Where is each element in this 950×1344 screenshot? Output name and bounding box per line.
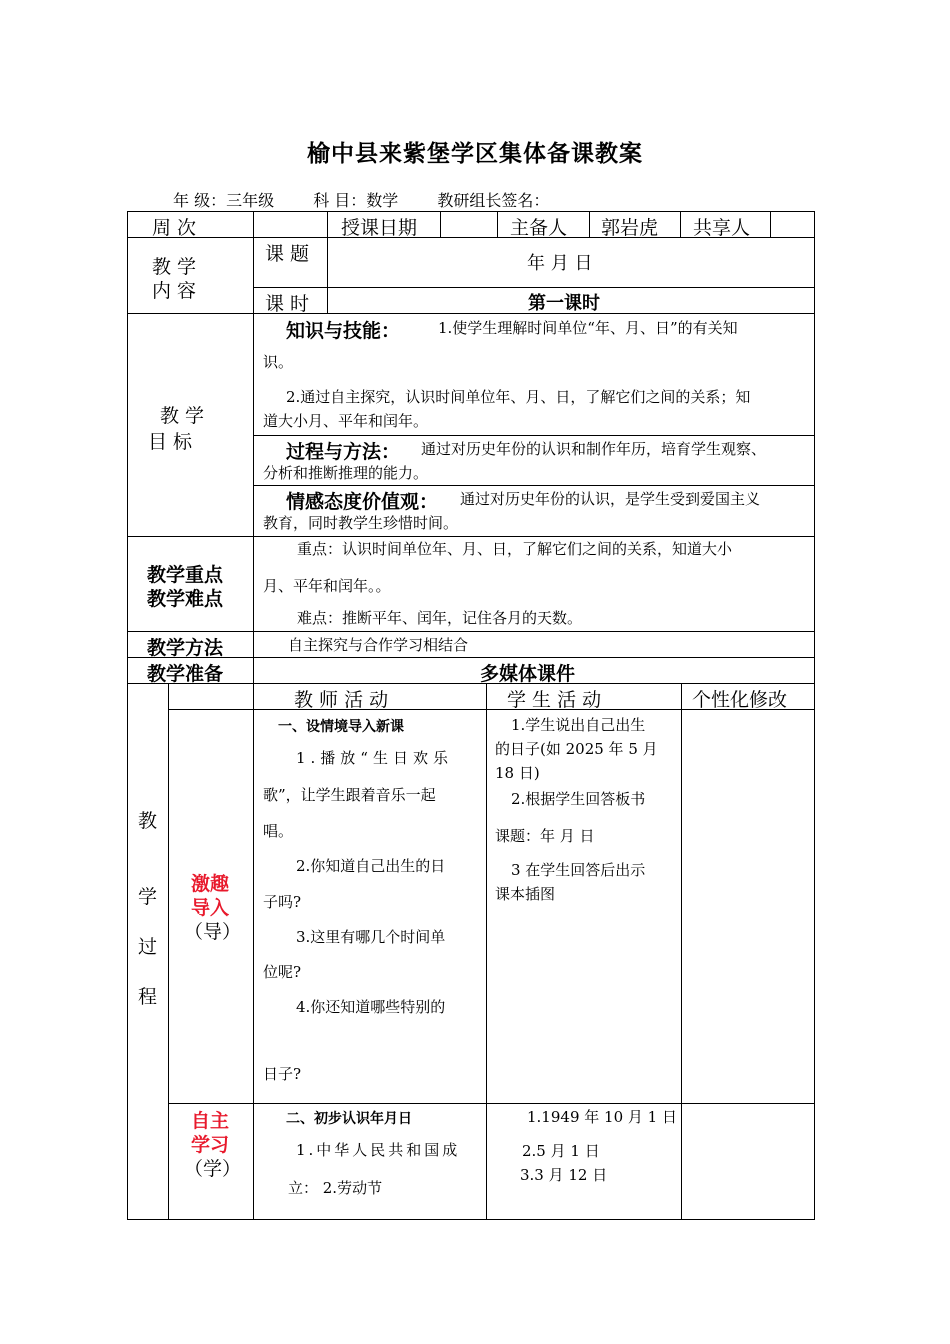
stage1-student-line-4: 2.根据学生回答板书 — [511, 790, 646, 808]
method-label: 教学方法 — [147, 637, 224, 659]
stage1-custom-cell — [681, 709, 815, 1104]
emotion-heading: 情感态度价值观： — [286, 491, 439, 513]
stage2-label-1: 自主 — [191, 1110, 230, 1132]
week-value-cell — [253, 211, 328, 238]
keys-label-2: 教学难点 — [147, 588, 224, 610]
teacher-activity-header: 教 师 活 动 — [294, 689, 389, 711]
stage1-label-1: 激趣 — [191, 873, 230, 895]
knowledge-text-1: 1.使学生理解时间单位“年、月、日”的有关知 — [438, 319, 738, 337]
stage2-teacher-heading: 二、初步认识年月日 — [286, 1111, 412, 1127]
date-label: 授课日期 — [341, 217, 418, 239]
stage1-teacher-line-8: 4.你还知道哪些特别的 — [296, 998, 446, 1016]
period-label: 课 时 — [265, 293, 310, 315]
period-value: 第一课时 — [528, 293, 600, 314]
student-activity-header: 学 生 活 动 — [507, 689, 602, 711]
knowledge-text-3: 2.通过自主探究，认识时间单位年、月、日，了解它们之间的关系；知 — [286, 388, 751, 406]
stage1-teacher-line-4: 2.你知道自己出生的日 — [296, 857, 446, 875]
process-label-1: 教 — [138, 810, 158, 832]
stage1-student-line-1: 1.学生说出自己出生 — [511, 716, 646, 734]
process-label-2: 学 — [138, 886, 158, 908]
subject-field: 科 目：数学 — [313, 191, 399, 210]
emotion-text-1: 通过对历史年份的认识，是学生受到爱国主义 — [460, 490, 761, 508]
share-value-cell — [770, 211, 815, 238]
topic-label: 课 题 — [265, 243, 310, 265]
knowledge-heading: 知识与技能： — [286, 320, 401, 342]
keys-line-3: 难点：推断平年、闰年，记住各月的天数。 — [297, 609, 583, 627]
lead-label: 主备人 — [510, 217, 568, 239]
keys-line-1: 重点：认识时间单位年、月、日，了解它们之间的关系，知道大小 — [297, 540, 733, 558]
stage1-label-2: 导入 — [191, 897, 230, 919]
knowledge-text-2: 识。 — [263, 353, 294, 371]
knowledge-text-4: 道大小月、平年和闰年。 — [263, 412, 429, 430]
stage1-teacher-line-9: 日子? — [263, 1065, 302, 1083]
stage1-teacher-line-6: 3.这里有哪几个时间单 — [296, 928, 446, 946]
stage2-student-line-1: 1.1949 年 10 月 1 日 — [527, 1108, 677, 1126]
stage2-custom-cell — [681, 1103, 815, 1220]
goals-label-2: 目 标 — [148, 431, 193, 453]
week-label: 周 次 — [152, 217, 197, 239]
stage2-label-3: （学） — [184, 1158, 242, 1180]
stage1-student-line-3: 18 日) — [495, 764, 540, 782]
stage1-label-3: （导） — [184, 921, 242, 943]
topic-value: 年 月 日 — [527, 253, 593, 274]
prep-value: 多媒体课件 — [480, 663, 576, 685]
share-label: 共享人 — [693, 217, 751, 239]
content-label-1: 教 学 — [152, 256, 197, 278]
keys-label-1: 教学重点 — [147, 564, 224, 586]
stage2-teacher-line-1: 1.中华人民共和国成 — [296, 1141, 461, 1159]
keys-line-2: 月、平年和闰年。。 — [263, 577, 391, 595]
process-method-heading: 过程与方法： — [286, 441, 401, 463]
stage2-label-2: 学习 — [191, 1134, 230, 1156]
process-method-text-1: 通过对历史年份的认识和制作年历，培育学生观察、 — [421, 440, 767, 458]
stage2-student-line-2: 2.5 月 1 日 — [522, 1142, 600, 1160]
method-value: 自主探究与合作学习相结合 — [288, 636, 469, 654]
stage1-teacher-line-5: 子吗? — [263, 893, 302, 911]
stage1-teacher-line-1: 1.播放“生日欢乐 — [296, 749, 453, 767]
content-label-2: 内 容 — [152, 280, 197, 302]
prep-label: 教学准备 — [147, 663, 224, 685]
stage1-student-line-5: 课题：年 月 日 — [495, 827, 595, 845]
stage2-teacher-line-2: 立： 2.劳动节 — [288, 1179, 383, 1197]
goals-label-1: 教 学 — [160, 405, 205, 427]
stage1-teacher-line-2: 歌”，让学生跟着音乐一起 — [263, 786, 436, 804]
leader-signature-field: 教研组长签名： — [437, 191, 550, 210]
header-info — [173, 188, 549, 211]
emotion-text-2: 教育，同时教学生珍惜时间。 — [263, 514, 459, 532]
stage1-student-line-7: 课本插图 — [495, 885, 556, 903]
stage1-teacher-line-3: 唱。 — [263, 822, 294, 840]
process-method-text-2: 分析和推断推理的能力。 — [263, 464, 429, 482]
lead-name: 郭岩虎 — [601, 217, 659, 239]
stage2-student-line-3: 3.3 月 12 日 — [520, 1166, 608, 1184]
process-label-4: 程 — [138, 986, 158, 1008]
date-value-cell — [440, 211, 498, 238]
grade-field: 年 级：三年级 — [173, 191, 275, 210]
process-label-3: 过 — [138, 936, 158, 958]
stage1-student-line-2: 的日子(如 2025 年 5 月 — [495, 740, 658, 758]
stage1-teacher-line-7: 位呢? — [263, 963, 302, 981]
page-title: 榆中县来紫堡学区集体备课教案 — [307, 141, 643, 167]
custom-edit-header: 个性化修改 — [692, 689, 788, 711]
stage1-student-line-6: 3 在学生回答后出示 — [511, 861, 646, 879]
stage-header-cell — [168, 683, 254, 710]
stage1-teacher-heading: 一、设情境导入新课 — [278, 719, 404, 735]
